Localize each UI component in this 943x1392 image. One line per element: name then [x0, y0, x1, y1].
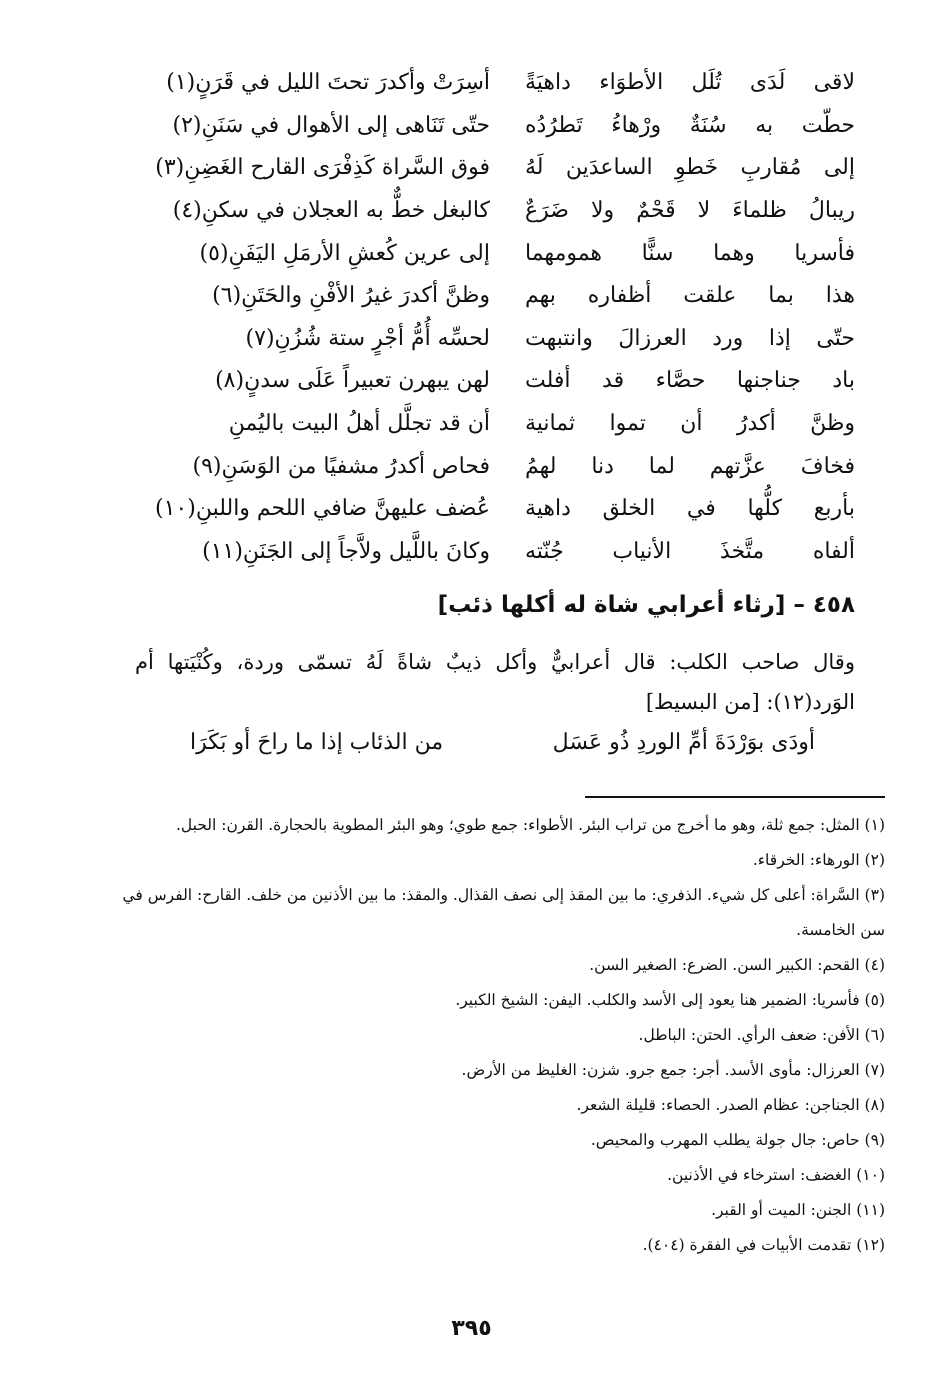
second-hemistich: كالبغل خطٌّ به العجلان في سكنِ(٤) — [172, 198, 490, 224]
section-heading: ٤٥٨ – [رثاء أعرابي شاة له أكلها ذئب] — [437, 592, 855, 618]
first-hemistich: هذا بما علقت أظفاره بهم — [525, 283, 855, 309]
footnote: (٦) الأفن: ضعف الرأي. الحتن: الباطل. — [638, 1026, 885, 1044]
footnote: (٧) العرزال: مأوى الأسد. أجر: جمع جرو. شزن: الغليظ من الأرض. — [461, 1061, 885, 1079]
couplet — [150, 403, 855, 446]
page-number: ٣٩٥ — [451, 1316, 492, 1341]
prose-paragraph: وقال صاحب الكلب: قال أعرابيٌّ وأكل ذيبٌ شاةً لَهُ تسمّى وردة، وكُنْيَتها أم الوَرد(١٢): [من البسيط] — [135, 650, 855, 714]
couplet — [150, 190, 855, 233]
footnote: (١٢) تقدمت الأبيات في الفقرة (٤٠٤). — [642, 1236, 885, 1254]
second-hemistich: وكانَ باللَّيل ولاَّجاً إلى الجَنَنِ(١١) — [202, 538, 490, 564]
footnote: (٢) الورهاء: الخرقاء. — [752, 851, 885, 869]
first-hemistich: ريبالُ ظلماءَ لا قَحْمٌ ولا ضَرَعٌ — [525, 198, 855, 224]
footnote: (٤) القحم: الكبير السن. الضرع: الصغير السن. — [589, 956, 885, 974]
first-hemistich: حتّى إذا ورد العرزالَ وانتبهت — [525, 325, 855, 351]
footnote: (١٠) الغضف: استرخاء في الأذنين. — [667, 1166, 885, 1184]
first-hemistich: وظنَّ أكدرُ أن تموا ثمانية — [525, 411, 855, 437]
final-couplet — [190, 730, 815, 755]
first-hemistich: لاقى لَدَى تُلَل الأطوَاء داهيَةً — [525, 70, 855, 96]
footnote: (٩) حاص: جال جولة يطلب المهرب والمحيص. — [590, 1131, 885, 1149]
footnotes — [110, 808, 885, 1263]
second-hemistich: من الذئاب إذا ما راحَ أو بَكَرَا — [190, 730, 444, 755]
second-hemistich: وظنَّ أكدرَ غيرُ الأفْنِ والحَتَنِ(٦) — [212, 283, 490, 309]
second-hemistich: لهن يبهرن تعبيراً عَلَى سدنٍ(٨) — [215, 368, 490, 394]
second-hemistich: فحاص أكدرُ مشفيًا من الوَسَنِ(٩) — [192, 453, 490, 479]
footnote: (٥) فأسريا: الضمير هنا يعود إلى الأسد والكلب. اليفن: الشيخ الكبير. — [455, 991, 885, 1009]
couplet — [150, 360, 855, 403]
first-hemistich: إلى مُقاربِ خَطوِ الساعدَين لَهُ — [525, 155, 855, 181]
footnote: (٣) السَّراة: أعلى كل شيء. الذفري: ما بين المقذ إلى نصف القذال. والمقذ: ما بين الأذنين من خلف. القارح: الفرس في سن الخامسة. — [122, 886, 885, 939]
couplet — [150, 488, 855, 531]
second-hemistich: أسِرَتْ وأكدرَ تحتَ الليل في قَرَنٍ(١) — [166, 70, 490, 96]
second-hemistich: فوق السَّراة كَذِفْرَى القارح الغَضِنِ(٣) — [155, 155, 490, 181]
footnote: (١١) الجنن: الميت أو القبر. — [711, 1201, 885, 1219]
couplet — [150, 318, 855, 361]
first-hemistich: ألفاه متَّخذَ الأنياب جُنّته — [525, 538, 855, 564]
couplet — [150, 232, 855, 275]
couplet — [150, 147, 855, 190]
first-hemistich: فأسريا وهما سنًّا همومهما — [525, 240, 855, 266]
first-hemistich: حطّت به سُنَةٌ ورْهاءُ تَطرُدُه — [525, 112, 855, 138]
footnote: (٨) الجناجن: عظام الصدر. الحصاء: قليلة الشعر. — [576, 1096, 885, 1114]
second-hemistich: لحسِّه أُمُّ أجْرٍ ستة شُزُنِ(٧) — [245, 325, 490, 351]
couplet — [150, 105, 855, 148]
couplet — [150, 445, 855, 488]
couplet — [150, 531, 855, 574]
footnote-divider — [585, 796, 885, 798]
second-hemistich: أن قد تجلَّل أهلُ البيت باليُمنِ — [228, 411, 490, 437]
first-hemistich: بأربع كلُّها في الخلق داهية — [525, 496, 855, 522]
second-hemistich: إلى عرين كُعشِ الأرمَلِ اليَفَنِ(٥) — [199, 240, 490, 266]
first-hemistich: باد جناجنها حصَّاء قد أفلت — [525, 368, 855, 394]
footnote: (١) المثل: جمع ثلة، وهو ما أخرج من تراب البئر. الأطواء: جمع طوي؛ وهو البئر المطوية بالحجارة. القرن: الحبل. — [175, 816, 885, 834]
second-hemistich: حتّى تَنَاهى إلى الأهوال في سَنَنِ(٢) — [172, 112, 490, 138]
couplet — [150, 275, 855, 318]
first-hemistich: فخافَ عزَّتهم لما دنا لهمُ — [525, 453, 855, 479]
first-hemistich: أودَى بوَرْدَةَ أمِّ الوردِ ذُو عَسَل — [552, 730, 815, 755]
second-hemistich: عُضف عليهنَّ ضافي اللحم واللبنِ(١٠) — [155, 496, 490, 522]
couplet — [150, 62, 855, 105]
poem-block — [150, 62, 855, 573]
